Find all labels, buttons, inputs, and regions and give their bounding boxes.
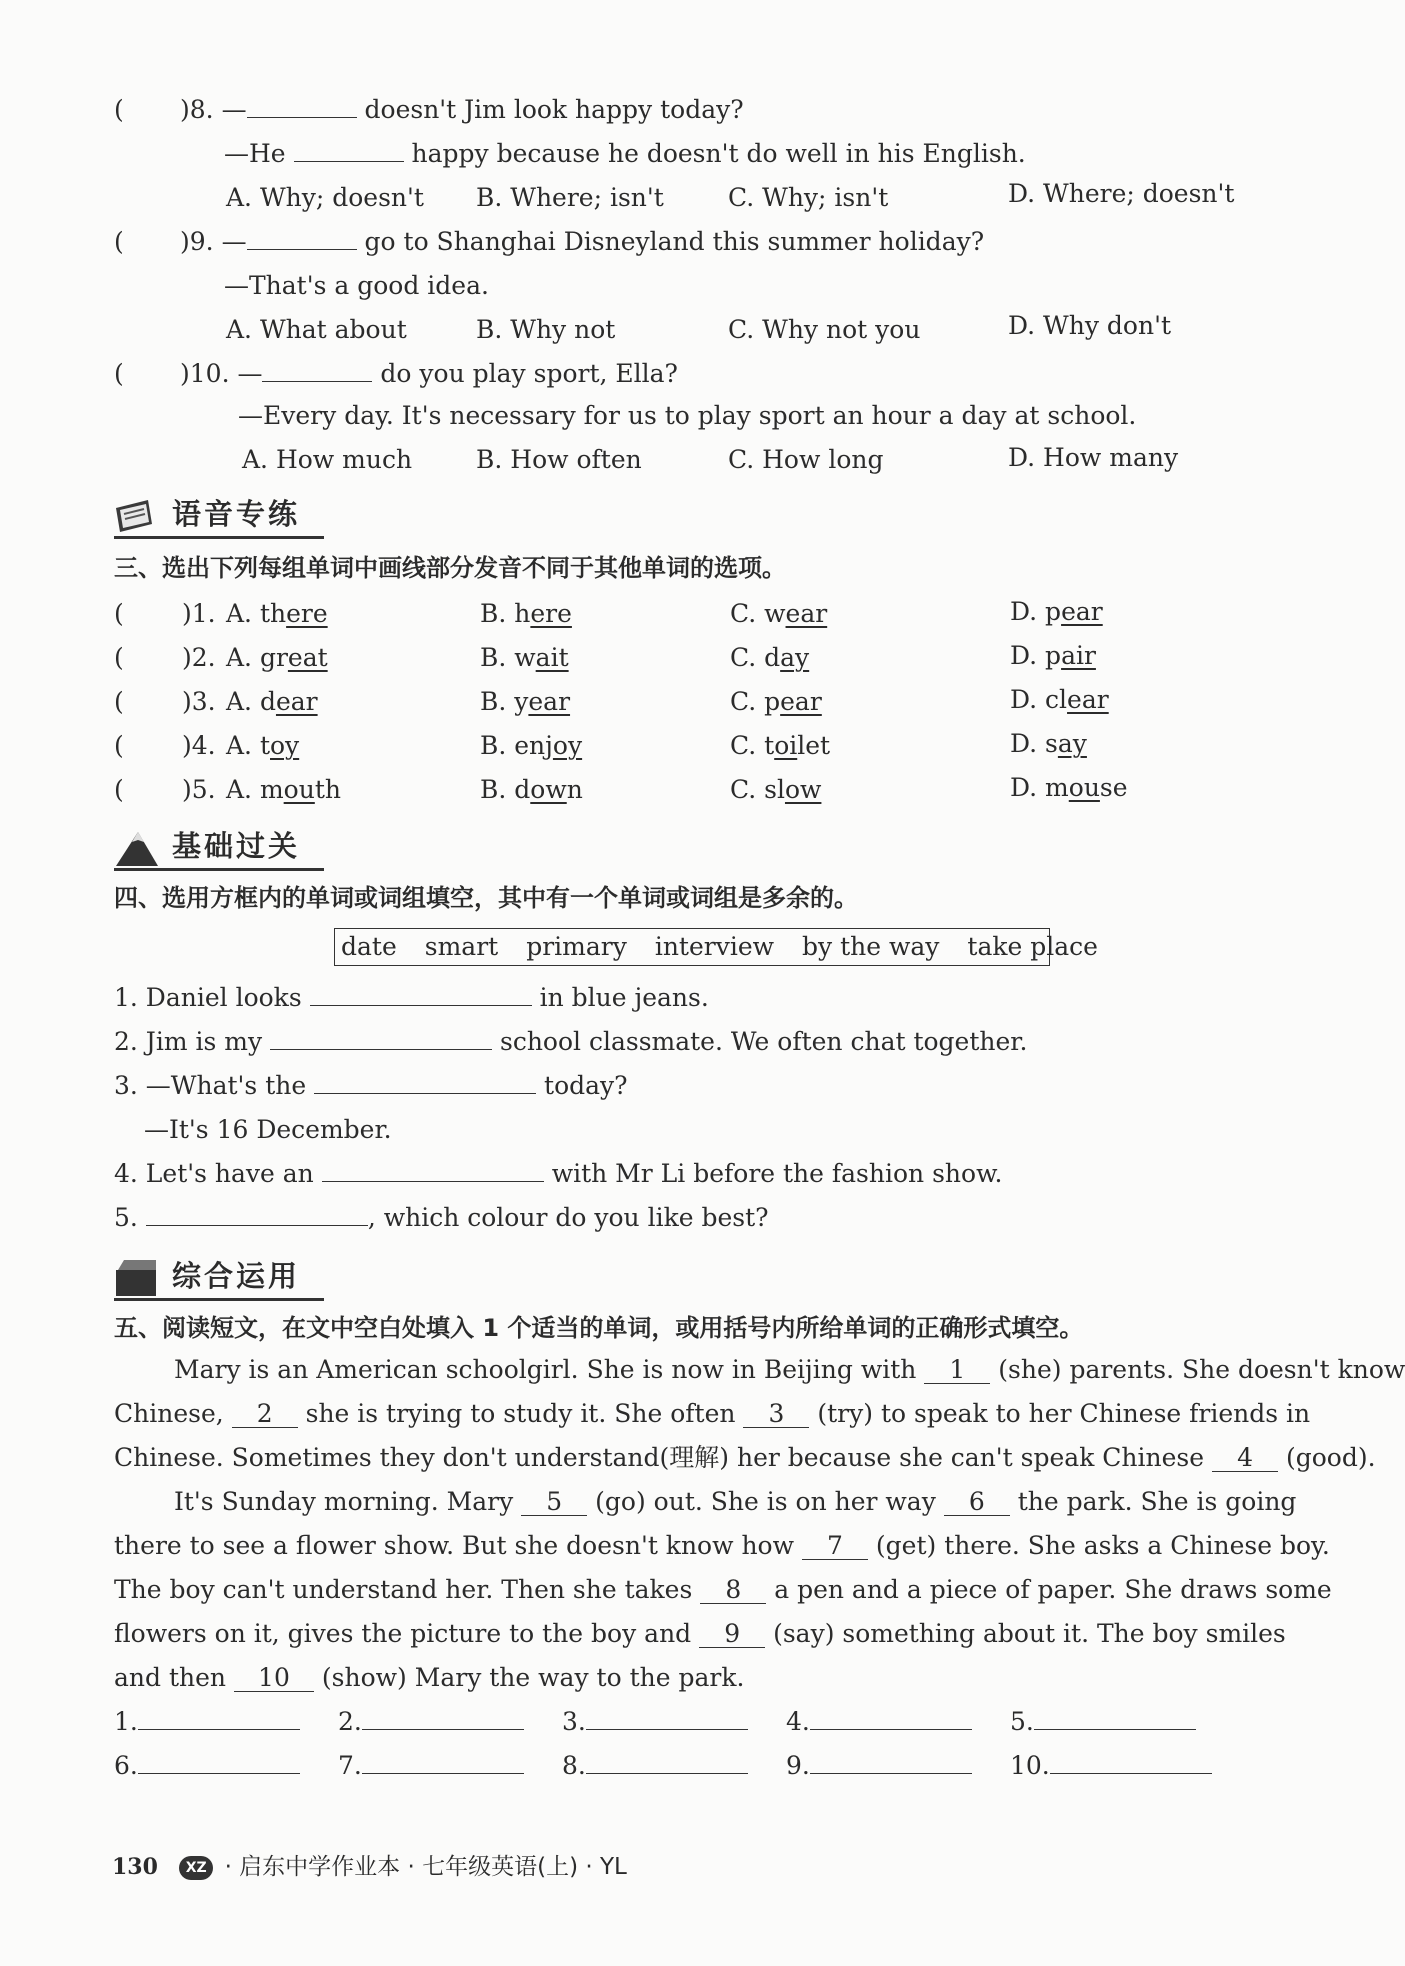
q8-option-d[interactable]: D. Where; doesn't	[1008, 179, 1235, 208]
word-box-item: interview	[654, 932, 775, 961]
word-box-item: by the way	[802, 932, 940, 961]
passage-blank-8[interactable]: 8	[700, 1577, 766, 1604]
fill-q3: 3. —What's the today?	[114, 1071, 628, 1100]
phon-3-a[interactable]: A. dear	[226, 687, 318, 716]
q9-paren: (	[114, 227, 124, 256]
section-phonetics-header	[114, 494, 324, 540]
footer	[112, 1848, 627, 1881]
fill-q4: 4. Let's have an with Mr Li before the fashion show.	[114, 1159, 1003, 1188]
passage-blank-7[interactable]: 7	[802, 1533, 868, 1560]
basic-instruction: 四、选用方框内的单词或词组填空，其中有一个单词或词组是多余的。	[114, 884, 858, 912]
passage-line: Chinese, 2 she is trying to study it. She often 3 (try) to speak to her Chinese friends in	[114, 1399, 1311, 1428]
answer-2-blank[interactable]	[362, 1707, 524, 1730]
passage-blank-9[interactable]: 9	[699, 1621, 765, 1648]
passage-line: Mary is an American schoolgirl. She is now in Beijing with 1 (she) parents. She doesn't know	[174, 1355, 1405, 1384]
fill-q3-blank[interactable]	[314, 1071, 536, 1094]
footer-book-title: · 启东中学作业本 · 七年级英语(上) · YL	[224, 1854, 627, 1880]
answer-8: 8.	[562, 1750, 748, 1782]
passage-blank-3[interactable]: 3	[743, 1401, 809, 1428]
page-number: 130	[112, 1854, 158, 1880]
word-box-item: primary	[526, 932, 627, 961]
answer-7-blank[interactable]	[362, 1751, 524, 1774]
passage-line: flowers on it, gives the picture to the boy and 9 (say) something about it. The boy smiles	[114, 1619, 1286, 1648]
passage-blank-4[interactable]: 4	[1212, 1445, 1278, 1472]
phon-3-num: )3.	[182, 687, 216, 716]
answer-4: 4.	[786, 1706, 972, 1738]
fill-q2-blank[interactable]	[270, 1027, 492, 1050]
answer-6-blank[interactable]	[138, 1751, 300, 1774]
word-box-item: date	[341, 932, 397, 961]
section-rule	[114, 1298, 324, 1301]
answer-3-blank[interactable]	[586, 1707, 748, 1730]
phon-1-a[interactable]: A. there	[226, 599, 328, 628]
q8-paren: (	[114, 95, 124, 124]
answer-7: 7.	[338, 1750, 524, 1782]
phon-2-b[interactable]: B. wait	[480, 643, 569, 672]
passage-blank-1[interactable]: 1	[924, 1357, 990, 1384]
worksheet-page: ( )8. — doesn't Jim look happy today? —He happy because he doesn't do well in his English. A. Why; doesn't B. Where; isn't C. Why; isn't D. Where; doesn't ( )9. — go to Shanghai Disneyland this summer holiday? —That's a good idea. A. What about B. Why not C. Why not you D. Why don't ( )10. — do you play sport, Ella? —Every day. It's necessary for us to play sport an hour a day at school. A. How much B. How often C. How long D. How many 语音专练 三、选出下列每组单词中画线部分发音不同于其他单词的选项。 ( )1. A. there B. here C. wear D. pear ( )2. A. great B. wait C. day D. pair ( )3. A. dear B. year C. pear D. clear ( )4. A. toy B. enjoy C. toilet D. say ( )5. A. mouth B. down C. slow D. mouse 基础过关 四、选用方框内的单词或词组填空，其中有一个单词或词组是多余的。 date smart primary interview by the way take place 1. Daniel looks in blue jeans. 2. Jim is my school classmate. We often chat together. 3. —What's the today? —It's 16 December. 4. Let's have an with Mr Li before the fashion show. 5. , which colour do you like best? 综合运用 五、阅读短文，在文中空白处填入 1 个适当的单词，或用括号内所给单词的正确形式填空。 Mary is an American schoolgirl. She is now in Beijing with 1 (she) parents. She doesn't know Chinese, 2 she is trying to study it. She often 3 (try) to speak to her Chinese friends in Chinese. Sometimes they don't understand(理解) her because she can't speak Chinese 4 (good). It's Sunday morning. Mary 5 (go) out. She is on her way 6 the park. She is going there to see a flower show. But she doesn't know how 7 (get) there. She asks a Chinese boy. The boy can't understand her. Then she takes 8 a pen and a piece of paper. She draws some flowers on it, gives the picture to the boy and 9 (say) something about it. The boy smiles and then 10 (show) Mary the way to the park. 1. 2. 3. 4. 5. 6. 7. 8. 9. 10. 130 XZ · 启东中学作业本 · 七年级英语(上) · YL	[112, 95, 1405, 1880]
answer-9-blank[interactable]	[810, 1751, 972, 1774]
q8-blank-1[interactable]	[247, 95, 357, 118]
phon-4-c[interactable]: C. toilet	[730, 731, 831, 760]
phon-3-d[interactable]: D. clear	[1010, 685, 1109, 714]
phon-5-num: )5.	[182, 775, 216, 804]
comp-instruction: 五、阅读短文，在文中空白处填入 1 个适当的单词，或用括号内所给单词的正确形式填空。	[114, 1314, 1084, 1342]
answer-10: 10.	[1010, 1750, 1212, 1782]
answer-9: 9.	[786, 1750, 972, 1782]
q10-line2: —Every day. It's necessary for us to play sport an hour a day at school.	[238, 401, 1137, 430]
passage-line: The boy can't understand her. Then she takes 8 a pen and a piece of paper. She draws some	[114, 1575, 1332, 1604]
phon-4-d[interactable]: D. say	[1010, 729, 1087, 758]
phon-5-a[interactable]: A. mouth	[226, 775, 341, 804]
mountain-icon	[114, 828, 160, 868]
fill-q4-blank[interactable]	[322, 1159, 544, 1182]
q10-option-b[interactable]: B. How often	[476, 445, 642, 474]
fill-q3-answer: —It's 16 December.	[144, 1115, 392, 1144]
phon-1-c[interactable]: C. wear	[730, 599, 828, 628]
section-basic-header	[114, 826, 324, 872]
phon-1-num: )1.	[182, 599, 216, 628]
phon-5-c[interactable]: C. slow	[730, 775, 822, 804]
answer-1-blank[interactable]	[138, 1707, 300, 1730]
section-comp-header	[114, 1254, 324, 1300]
fill-q5-blank[interactable]	[146, 1203, 368, 1226]
phon-4-num: )4.	[182, 731, 216, 760]
fill-q1: 1. Daniel looks in blue jeans.	[114, 983, 709, 1012]
phon-5-d[interactable]: D. mouse	[1010, 773, 1128, 802]
answer-2: 2.	[338, 1706, 524, 1738]
answer-5-blank[interactable]	[1034, 1707, 1196, 1730]
publisher-badge: XZ	[179, 1856, 213, 1880]
section-rule	[114, 536, 324, 539]
q8-option-c[interactable]: C. Why; isn't	[728, 183, 889, 212]
passage-blank-10[interactable]: 10	[234, 1665, 314, 1692]
word-box-item: take place	[967, 932, 1098, 961]
q10-paren: (	[114, 359, 124, 388]
answer-8-blank[interactable]	[586, 1751, 748, 1774]
phon-2-d[interactable]: D. pair	[1010, 641, 1096, 670]
word-box-item: smart	[424, 932, 499, 961]
q8-option-b[interactable]: B. Where; isn't	[476, 183, 664, 212]
section-basic-title: 基础过关	[172, 829, 301, 863]
phon-3-b[interactable]: B. year	[480, 687, 571, 716]
q8-line1: )8. — doesn't Jim look happy today?	[180, 95, 744, 124]
fill-q2: 2. Jim is my school classmate. We often chat together.	[114, 1027, 1028, 1056]
phon-1-d[interactable]: D. pear	[1010, 597, 1103, 626]
phon-5-b[interactable]: B. down	[480, 775, 583, 804]
phon-3-c[interactable]: C. pear	[730, 687, 822, 716]
phonetics-instruction: 三、选出下列每组单词中画线部分发音不同于其他单词的选项。	[114, 554, 786, 582]
q9-blank[interactable]	[247, 227, 357, 250]
q10-blank[interactable]	[262, 359, 372, 382]
q10-line1: )10. — do you play sport, Ella?	[180, 359, 678, 388]
q10-option-c[interactable]: C. How long	[728, 445, 884, 474]
q9-option-b[interactable]: B. Why not	[476, 315, 616, 344]
notebook-icon	[114, 1258, 160, 1298]
passage-line: Chinese. Sometimes they don't understand(理解) her because she can't speak Chinese 4 (good).	[114, 1443, 1376, 1472]
q10-option-d[interactable]: D. How many	[1008, 443, 1179, 472]
answer-6: 6.	[114, 1750, 300, 1782]
passage-line: It's Sunday morning. Mary 5 (go) out. She is on her way 6 the park. She is going	[174, 1487, 1297, 1516]
answer-3: 3.	[562, 1706, 748, 1738]
phon-2-c[interactable]: C. day	[730, 643, 810, 672]
section-phonetics-title: 语音专练	[172, 497, 301, 531]
q8-line2: —He happy because he doesn't do well in his English.	[224, 139, 1026, 168]
q10-option-a[interactable]: A. How much	[242, 445, 413, 474]
phon-4-b[interactable]: B. enjoy	[480, 731, 583, 760]
section-comp-title: 综合运用	[172, 1259, 301, 1293]
section-rule	[114, 868, 324, 871]
phon-2-num: )2.	[182, 643, 216, 672]
answer-5: 5.	[1010, 1706, 1196, 1738]
q9-option-d[interactable]: D. Why don't	[1008, 311, 1171, 340]
q8-blank-2[interactable]	[294, 139, 404, 162]
q9-option-c[interactable]: C. Why not you	[728, 315, 921, 344]
phon-4-a[interactable]: A. toy	[226, 731, 300, 760]
answer-1: 1.	[114, 1706, 300, 1738]
passage-blank-5[interactable]: 5	[521, 1489, 587, 1516]
q9-line1: )9. — go to Shanghai Disneyland this summer holiday?	[180, 227, 985, 256]
fill-q5: 5. , which colour do you like best?	[114, 1203, 769, 1232]
phon-2-a[interactable]: A. great	[226, 643, 328, 672]
phon-1-b[interactable]: B. here	[480, 599, 572, 628]
passage-line: and then 10 (show) Mary the way to the park.	[114, 1663, 745, 1692]
answer-4-blank[interactable]	[810, 1707, 972, 1730]
passage-blank-2[interactable]: 2	[232, 1401, 298, 1428]
q8-option-a[interactable]: A. Why; doesn't	[226, 183, 424, 212]
passage-blank-6[interactable]: 6	[944, 1489, 1010, 1516]
q9-line2: —That's a good idea.	[224, 271, 489, 300]
passage-line: there to see a flower show. But she doesn't know how 7 (get) there. She asks a Chinese boy.	[114, 1531, 1330, 1560]
word-box	[334, 928, 1098, 966]
book-icon	[114, 498, 156, 536]
answer-10-blank[interactable]	[1050, 1751, 1212, 1774]
q9-option-a[interactable]: A. What about	[226, 315, 407, 344]
fill-q1-blank[interactable]	[310, 983, 532, 1006]
